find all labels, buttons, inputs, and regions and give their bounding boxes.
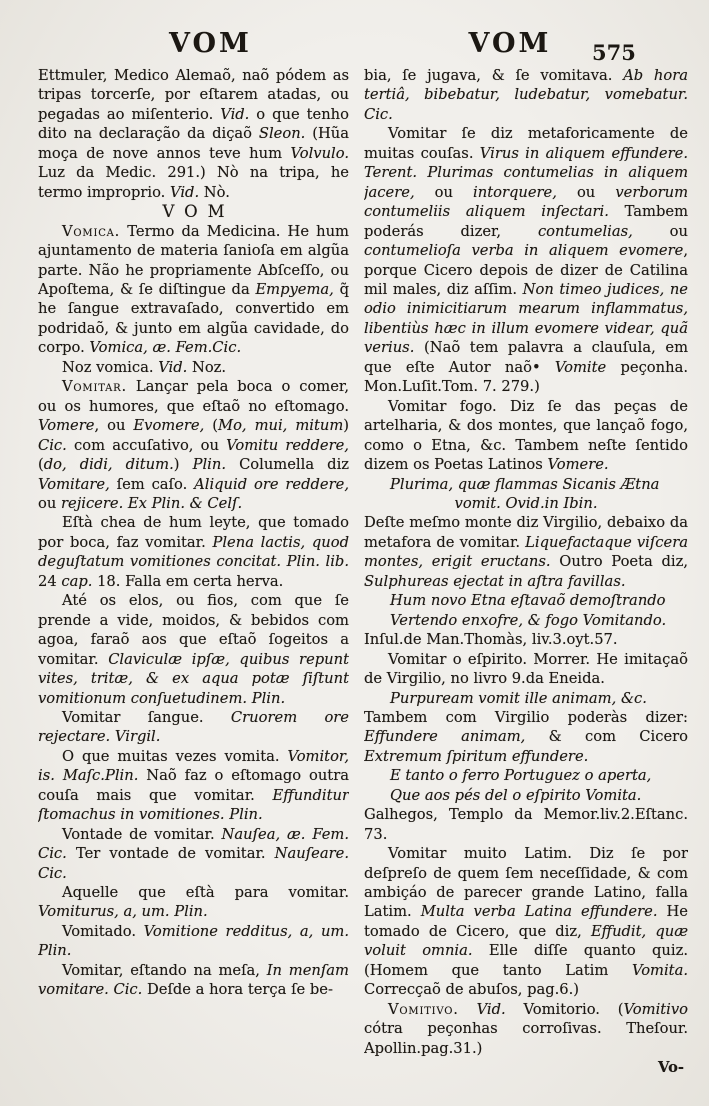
paragraph bbox=[364, 650, 688, 689]
text-segment: Effudit, quæ voluit omnia. bbox=[364, 922, 688, 960]
text-segment: Vomitar ſe diz metaforicamente de muitas couſas. bbox=[364, 125, 688, 162]
text-segment: In menſam vomitare. Cic. bbox=[38, 961, 349, 999]
text-segment: Non timeo judices, ne odio inimicitiarum mearum inflammatus, libentiùs hæc in illum evomere videar, quã verius. bbox=[364, 280, 688, 357]
verse-line bbox=[364, 611, 688, 630]
running-head-left: VOM bbox=[169, 28, 252, 59]
text-segment: o que tenho dito na declaração da diçaõ bbox=[38, 105, 349, 143]
text-segment: Cruorem ore rejectare. Virgil. bbox=[38, 708, 349, 746]
paragraph bbox=[38, 883, 349, 922]
text-segment: peçonha. Mon.Luſit.Tom. 7. 279.) bbox=[364, 358, 688, 396]
text-segment: Vomitione redditus, a, um. Plin. bbox=[38, 922, 349, 960]
text-segment: Vid. bbox=[158, 358, 188, 376]
text-segment: Vertendo enxofre, & fogo Vomitando. bbox=[390, 611, 667, 629]
text-segment: Sulphureas ejectat in aſtra favillas. bbox=[364, 572, 626, 590]
text-segment: Plurima, quæ flammas Sicanis Ætna bbox=[390, 475, 660, 493]
text-columns bbox=[38, 66, 688, 1080]
text-segment: bia, ſe jugava, & ſe vomitava. bbox=[364, 67, 624, 84]
text-segment: 24 bbox=[38, 572, 62, 590]
text-segment: Até os elos, ou fios, com que ſe prende a vide, moidos, & bebidos com agoa, faraõ aos que eſtaõ ſogeitos a vomitar. bbox=[38, 592, 349, 668]
paragraph bbox=[38, 708, 349, 747]
text-segment: Vomica, æ. Fem.Cic. bbox=[89, 339, 242, 357]
page-number: 575 bbox=[592, 40, 636, 65]
text-segment: ) bbox=[173, 456, 193, 474]
paragraph bbox=[364, 708, 688, 766]
paragraph bbox=[364, 66, 688, 124]
text-segment: Correcçaõ de abuſos, pag.6.) bbox=[364, 981, 580, 999]
paragraph bbox=[38, 513, 349, 591]
text-segment: ou bbox=[632, 222, 688, 240]
text-segment: Lançar pela boca o comer, ou os humores, que eſtaõ no eſtomago. bbox=[38, 378, 349, 415]
text-segment: Volvulo. bbox=[290, 144, 349, 162]
text-segment: do, didi, ditum. bbox=[43, 456, 174, 474]
text-segment: Ab hora tertiâ, bibebatur, ludebatur, vomebatur. Cic. bbox=[364, 67, 688, 123]
text-segment: Elle diſſe quanto quiz. (Homem que tanto Latim bbox=[364, 942, 688, 979]
text-segment: (Naõ tem palavra a clauſula, em que eſte Autor naõ• bbox=[364, 339, 688, 376]
section-heading: VOM bbox=[162, 202, 235, 222]
paragraph bbox=[364, 805, 688, 844]
text-segment: Vontade de vomitar. bbox=[62, 825, 222, 843]
paragraph bbox=[364, 397, 688, 475]
text-segment: Vomitar o eſpirito. Morrer. He imitaçaõ de Virgilio, no livro 9.da Eneida. bbox=[364, 650, 688, 688]
paragraph bbox=[38, 825, 349, 883]
text-segment: Vid. bbox=[170, 183, 200, 201]
text-segment: ou bbox=[414, 183, 474, 201]
text-segment: ( bbox=[38, 456, 44, 474]
text-segment: ) bbox=[343, 417, 349, 435]
text-segment: cap. bbox=[61, 572, 93, 590]
text-segment: Extremum ſpiritum effundere. bbox=[364, 747, 589, 765]
paragraph bbox=[364, 124, 688, 396]
text-segment bbox=[459, 1001, 477, 1018]
text-segment: Plena lactis, quod deguſtatum vomitiones concitat. Plin. lib. bbox=[38, 533, 349, 571]
text-segment: Cic. bbox=[38, 436, 67, 454]
text-segment: Vomere bbox=[38, 417, 95, 435]
text-segment: verborum contumeliis aliquem inſectari. bbox=[364, 183, 688, 221]
paragraph bbox=[38, 961, 349, 1000]
text-segment: (Hũa moça de nove annos teve hum bbox=[38, 125, 349, 162]
text-segment: O que muitas vezes vomita. bbox=[62, 747, 288, 765]
text-segment: Que aos pés del o eſpirito Vomita. bbox=[390, 786, 642, 804]
text-segment: Galhegos, Templo da Memor.liv.2.Eſtanc. 73. bbox=[364, 806, 688, 843]
text-segment: Ter vontade de vomitar. bbox=[66, 845, 275, 863]
text-segment: Vomitor, is. Maſc.Plin. bbox=[38, 747, 349, 785]
text-segment: cótra peçonhas corroſivas. Theſour. Apollin.pag.31.) bbox=[364, 1020, 688, 1057]
text-segment: Vomitorio. ( bbox=[505, 1000, 624, 1018]
text-segment: contumelioſa verba in aliquem evomere bbox=[364, 242, 684, 260]
text-segment: Multa verba Latina effundere. bbox=[420, 903, 658, 921]
text-segment: rejicere. Ex Plin. & Celſ. bbox=[60, 494, 243, 512]
text-segment: ( bbox=[204, 417, 219, 435]
text-segment: Aliquid ore reddere, bbox=[194, 475, 349, 493]
text-segment: Effundere animam, bbox=[364, 728, 526, 746]
text-segment: Vomitivo. bbox=[388, 1000, 459, 1018]
text-segment: Evomere, bbox=[133, 417, 205, 435]
text-segment: q̃ he ſangue extravaſado, convertido em podridaõ, & junto em algũa cavidade, do corpo. bbox=[38, 280, 349, 357]
paragraph bbox=[38, 747, 349, 825]
text-segment: Vomica. bbox=[62, 222, 121, 240]
paragraph bbox=[38, 66, 349, 202]
text-segment: intorquere, bbox=[473, 183, 557, 201]
text-segment: Termo da Medicina. He hum ajuntamento de materia ſanioſa em algũa parte. Não he propriamente Abſceſſo, ou Apoſtema, & ſe diſtingue da bbox=[38, 222, 349, 298]
text-segment: & com Cicero bbox=[525, 728, 688, 746]
text-segment: Tambem poderás dizer, bbox=[364, 203, 688, 240]
paragraph bbox=[38, 358, 349, 377]
text-segment: Cic. bbox=[38, 845, 67, 863]
text-segment: Nauſeare. Cic. bbox=[38, 845, 349, 882]
text-segment: He tomado de Cicero, que diz, bbox=[364, 903, 688, 940]
text-segment: Vomitivo bbox=[623, 1000, 688, 1018]
text-segment: Claviculæ ipſæ, quibus repunt vites, tritæ, & ex aqua potæ ſiſtunt vomitionum conſuetudinem. Plin. bbox=[38, 650, 349, 707]
text-segment: Naõ faz o eſtomago outra couſa mais que vomitar. bbox=[38, 767, 349, 804]
text-segment: Vomitado. bbox=[62, 922, 144, 940]
paragraph bbox=[38, 377, 349, 513]
text-segment: Eſtà chea de hum leyte, que tomado por boca, faz vomitar. bbox=[38, 514, 349, 551]
verse-line bbox=[364, 786, 688, 805]
text-segment: Vomitar, eſtando na meſa, bbox=[62, 961, 267, 979]
text-segment: Columella diz bbox=[225, 456, 349, 474]
text-segment: Vid. bbox=[220, 105, 250, 123]
text-segment: Empyema, bbox=[255, 280, 334, 298]
verse-line bbox=[364, 689, 688, 708]
text-segment: Sleon. bbox=[258, 125, 306, 143]
text-segment: Noz vomica. bbox=[62, 358, 159, 376]
text-segment: , porque Cicero depois de dizer de Catilina mil males, diz aſſim. bbox=[364, 242, 688, 298]
text-segment: Vomita. bbox=[631, 961, 688, 979]
catchword: Vo- bbox=[658, 1059, 684, 1077]
text-segment: 18. Falla em certa herva. bbox=[92, 572, 284, 590]
text-segment: Mo, mui, mitum bbox=[218, 417, 344, 435]
text-segment: Purpuream vomit ille animam, &c. bbox=[390, 689, 647, 707]
text-segment: Noz. bbox=[187, 358, 227, 376]
text-segment: contumelias, bbox=[537, 222, 633, 240]
text-segment: Vomitare, bbox=[38, 475, 110, 493]
text-segment: E tanto o ferro Portuguez o aperta, bbox=[390, 767, 652, 785]
text-segment: Vomite bbox=[554, 358, 607, 376]
text-segment: , ou bbox=[94, 417, 134, 435]
text-segment: Virus in aliquem effundere. Terent. Plurimas contumelias in aliquem jacere, bbox=[364, 144, 688, 201]
text-segment: Luz da Medic. 291.) Nò na tripa, he termo improprio. bbox=[38, 164, 349, 201]
text-segment: vomit. Ovid.in Ibin. bbox=[454, 494, 598, 512]
text-segment: Hum novo Etna eſtavaõ demoſtrando bbox=[390, 592, 666, 610]
text-segment: Vid. bbox=[476, 1000, 506, 1018]
text-segment: Vomitar ſangue. bbox=[62, 708, 231, 726]
running-head-right: VOM bbox=[468, 28, 552, 59]
text-segment: Nò. bbox=[199, 183, 230, 201]
text-segment: ou bbox=[38, 494, 61, 512]
text-segment: Deſde a hora terça ſe be- bbox=[142, 981, 333, 999]
verse-line bbox=[364, 766, 688, 785]
column-left bbox=[38, 66, 349, 1068]
text-segment: Ettmuler, Medico Alemaõ, naõ pódem as tripas torcerſe, por eſtarem atadas, ou pegadas ao miſenterio. bbox=[38, 67, 349, 123]
text-segment: Vomitu reddere, bbox=[226, 436, 349, 454]
text-segment: Outro Poeta diz, bbox=[550, 553, 688, 571]
paragraph bbox=[364, 513, 688, 591]
text-segment: ou bbox=[556, 183, 616, 201]
text-segment: Vomitar. bbox=[62, 378, 127, 396]
text-segment: Vomitar muito Latim. Diz ſe por deſpreſo de quem ſem neceſſidade, & com ambiçáo de parecer grande Latino, falla Latim. bbox=[364, 845, 688, 921]
paragraph bbox=[38, 922, 349, 961]
verse-line bbox=[364, 591, 688, 610]
paragraph bbox=[364, 844, 688, 1000]
text-segment: Plin. bbox=[192, 456, 226, 474]
text-segment: com accuſativo, ou bbox=[66, 436, 227, 454]
text-segment: Effunditur ſtomachus in vomitiones. Plin. bbox=[38, 786, 349, 824]
paragraph bbox=[364, 630, 688, 649]
paragraph bbox=[364, 1000, 688, 1058]
column-right bbox=[364, 66, 688, 1080]
verse-line bbox=[364, 494, 688, 513]
text-segment: Inſul.de Man.Thomàs, liv.3.oyt.57. bbox=[364, 631, 618, 649]
paragraph bbox=[38, 591, 349, 708]
text-segment: Vomere. bbox=[547, 456, 609, 474]
text-segment: Deſte meſmo monte diz Virgilio, debaixo da metafora de vomitar. bbox=[364, 514, 688, 551]
text-segment: Nauſea, æ. Fem. bbox=[221, 825, 349, 843]
text-segment: Aquelle que eſtà para vomitar. bbox=[62, 884, 349, 902]
text-segment: ſem caſo. bbox=[109, 475, 195, 493]
verse-line bbox=[364, 475, 688, 494]
paragraph bbox=[38, 222, 349, 358]
text-segment: Vomitar fogo. Diz ſe das peças de artelharia, & dos montes, que lançaõ fogo, como o Etna, &c. Tambem neſte ſentido dizem os Poetas Latinos bbox=[364, 397, 688, 474]
text-segment: Tambem com Virgilio poderàs dizer: bbox=[364, 708, 688, 726]
text-segment: Vomiturus, a, um. Plin. bbox=[38, 903, 208, 921]
text-segment: Liquefactaque viſcera montes, erigit eructans. bbox=[364, 533, 688, 571]
